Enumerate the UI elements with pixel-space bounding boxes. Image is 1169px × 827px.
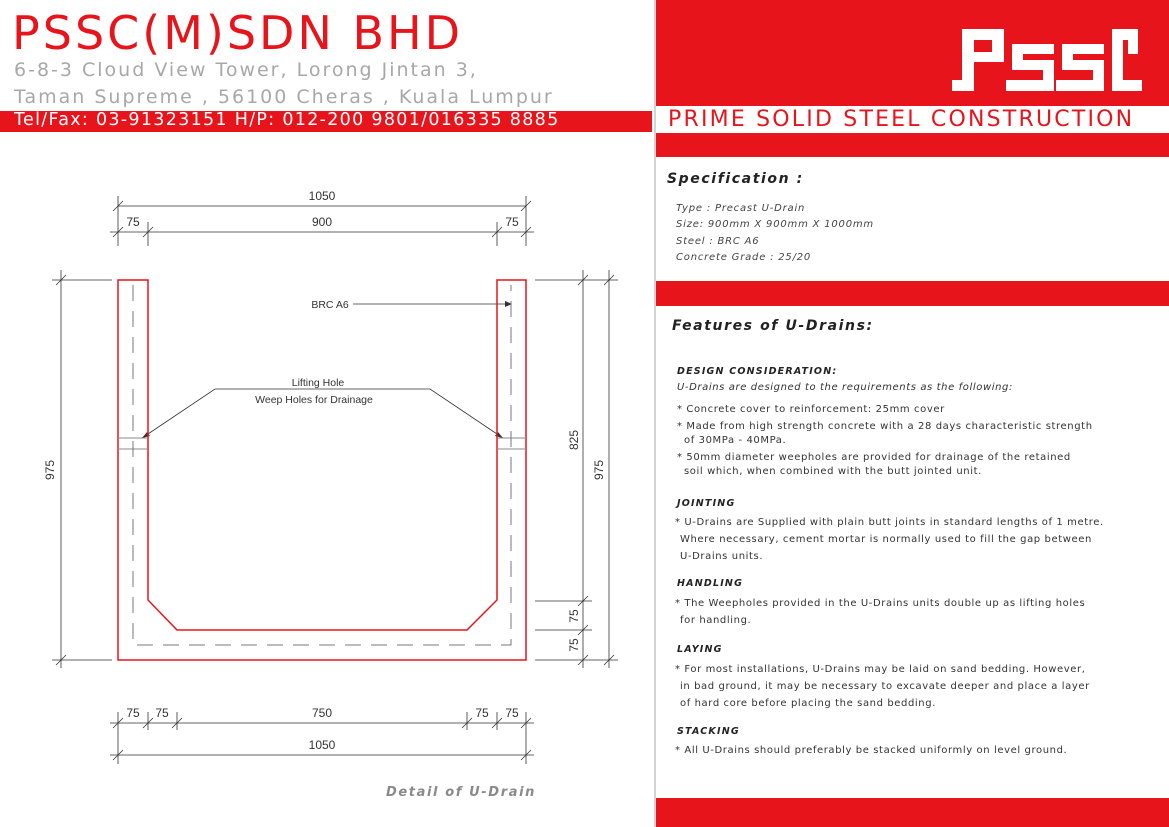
jointing-line-1: * U-Drains are Supplied with plain butt joints in standard lengths of 1 metre. xyxy=(675,517,1104,528)
handling-line-2: for handling. xyxy=(680,615,752,626)
laying-line-3: of hard core before placing the sand bedding. xyxy=(680,698,936,709)
u-drain-outline xyxy=(118,280,526,660)
jointing-line-2: Where necessary, cement mortar is normally used to fill the gap between xyxy=(680,534,1092,545)
laying-line-2: in bad ground, it may be necessary to excavate deeper and place a layer xyxy=(680,681,1090,692)
features-title: Features of U-Drains: xyxy=(672,318,874,334)
design-intro: U-Drains are designed to the requirements as the following: xyxy=(677,382,1013,393)
label-brc-a6: BRC A6 xyxy=(311,299,349,311)
dim-top-inner: 900 xyxy=(311,215,333,229)
design-bullet-2a: * Made from high strength concrete with a 28 days characteristic strength xyxy=(677,421,1093,432)
footer-bar xyxy=(656,798,1169,827)
dim-bottom-overall: 1050 xyxy=(308,738,336,752)
dim-left-height: 975 xyxy=(43,459,57,481)
dim-top-right: 75 xyxy=(505,215,519,229)
spec-steel: Steel : BRC A6 xyxy=(676,236,760,247)
stacking-line-1: * All U-Drains should preferably be stacked uniformly on level ground. xyxy=(675,745,1068,756)
spec-size: Size: 900mm X 900mm X 1000mm xyxy=(676,219,874,230)
drawing-caption: Detail of U-Drain xyxy=(386,785,536,800)
spec-type: Type : Precast U-Drain xyxy=(676,203,806,214)
design-bullet-2b: of 30MPa - 40MPa. xyxy=(684,435,787,446)
label-lifting-hole: Lifting Hole xyxy=(291,377,345,389)
section-bar xyxy=(656,281,1169,306)
design-bullet-3a: * 50mm diameter weepholes are provided for drainage of the retained xyxy=(677,452,1071,463)
dim-bottom-mid: 750 xyxy=(311,706,333,720)
dim-right-bottom-1: 75 xyxy=(567,609,581,623)
dim-bottom-l2: 75 xyxy=(155,706,169,720)
tagline: PRIME SOLID STEEL CONSTRUCTION xyxy=(668,107,1135,132)
design-heading: DESIGN CONSIDERATION: xyxy=(677,366,838,377)
handling-line-1: * The Weepholes provided in the U-Drains units double up as lifting holes xyxy=(675,598,1086,609)
dim-right-bottom-2: 75 xyxy=(567,638,581,652)
spec-concrete-grade: Concrete Grade : 25/20 xyxy=(676,252,812,263)
laying-line-1: * For most installations, U-Drains may be laid on sand bedding. However, xyxy=(675,664,1086,675)
contact-text: Tel/Fax: 03-91323151 H/P: 012-200 9801/016335 8885 xyxy=(14,110,560,130)
specification-title: Specification : xyxy=(667,171,804,187)
handling-heading: HANDLING xyxy=(677,578,744,589)
panel-divider xyxy=(654,0,656,827)
jointing-heading: JOINTING xyxy=(677,498,736,509)
dim-right-inner: 825 xyxy=(567,429,581,451)
brc-reinforcement xyxy=(133,285,511,645)
tagline-bar xyxy=(656,133,1169,157)
design-bullet-3b: soil which, when combined with the butt jointed unit. xyxy=(684,466,982,477)
design-bullet-1: * Concrete cover to reinforcement: 25mm cover xyxy=(677,404,945,415)
address-line-2: Taman Supreme , 56100 Cheras , Kuala Lumpur xyxy=(14,86,554,108)
dim-top-left: 75 xyxy=(126,215,140,229)
dim-top-overall: 1050 xyxy=(308,189,336,203)
dim-bottom-r2: 75 xyxy=(505,706,519,720)
address-line-1: 6-8-3 Cloud View Tower, Lorong Jintan 3, xyxy=(14,59,478,81)
pssc-logo xyxy=(656,0,1169,106)
arrowheads xyxy=(142,301,512,438)
laying-heading: LAYING xyxy=(677,644,723,655)
jointing-line-3: U-Drains units. xyxy=(680,551,764,562)
dim-bottom-l1: 75 xyxy=(126,706,140,720)
stacking-heading: STACKING xyxy=(677,726,740,737)
dim-right-overall: 975 xyxy=(592,459,606,481)
company-name: PSSC(M)SDN BHD xyxy=(12,6,464,60)
logo-banner xyxy=(656,0,1169,106)
label-weep-holes: Weep Holes for Drainage xyxy=(255,394,373,406)
weep-holes xyxy=(118,438,526,449)
dim-bottom-r1: 75 xyxy=(475,706,489,720)
u-drain-drawing xyxy=(0,150,652,780)
